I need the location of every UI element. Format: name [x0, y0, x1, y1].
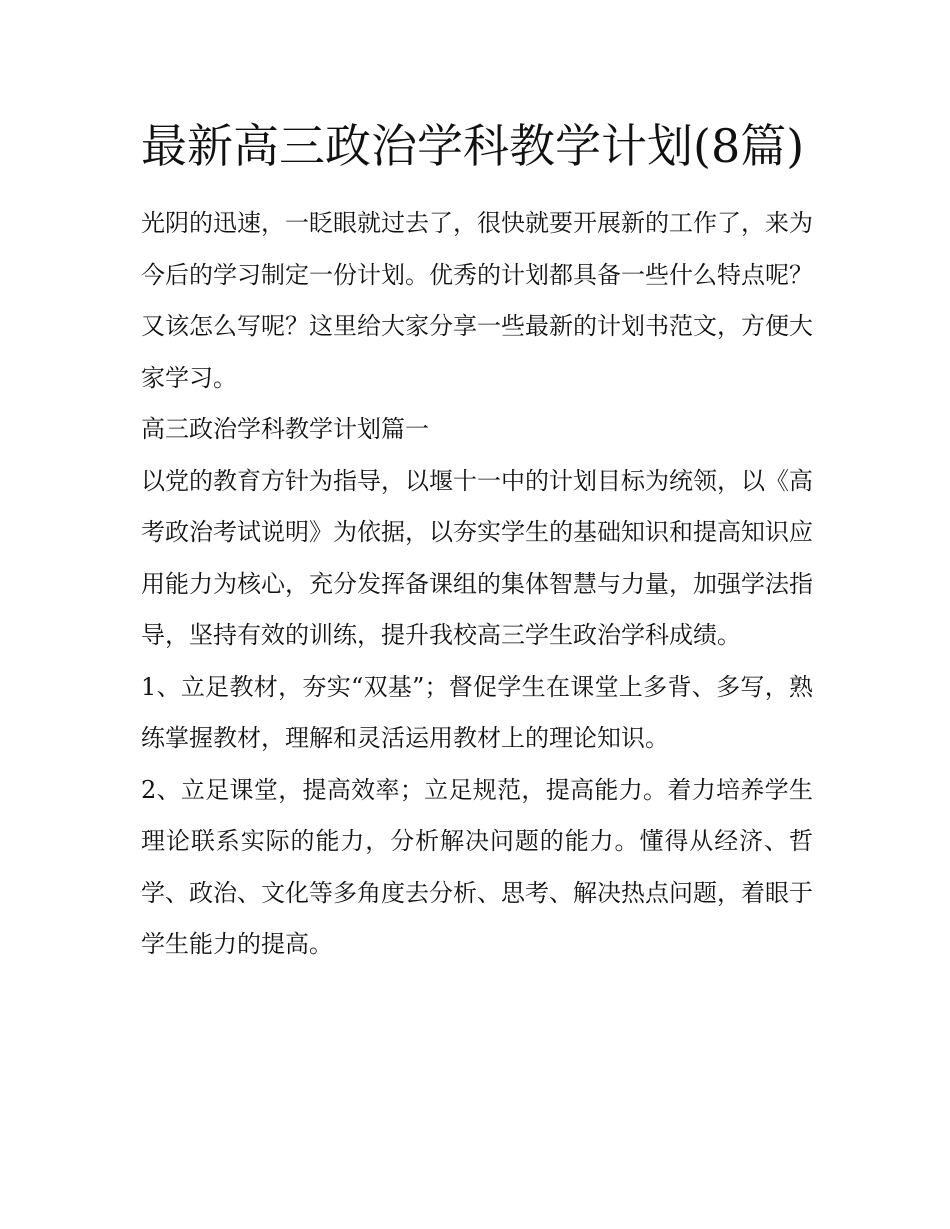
list-item-2: 2、立足课堂，提高效率；立足规范，提高能力。着力培养学生理论联系实际的能力，分析解决问题的能力。懂得从经济、哲学、政治、文化等多角度去分析、思考、解决热点问题，着眼于学生能力的提高。 — [141, 775, 813, 958]
list-item-1: 1、立足教材，夯实“双基”；督促学生在课堂上多背、多写，熟练掌握教材，理解和灵活运用教材上的理论知识。 — [141, 672, 813, 752]
document-page — [141, 110, 813, 971]
body-paragraph: 以党的教育方针为指导，以堰十一中的计划目标为统领，以《高考政治考试说明》为依据，以夯实学生的基础知识和提高知识应用能力为核心，充分发挥备课组的集体智慧与力量，加强学法指导，坚持有效的训练，提升我校高三学生政治学科成绩。 — [141, 466, 813, 649]
intro-paragraph: 光阴的迅速，一眨眼就过去了，很快就要开展新的工作了，来为今后的学习制定一份计划。优秀的计划都具备一些什么特点呢？又该怎么写呢？这里给大家分享一些最新的计划书范文，方便大家学习。 — [141, 209, 813, 392]
document-title: 最新高三政治学科教学计划(8篇) — [141, 119, 805, 173]
section-heading: 高三政治学科教学计划篇一 — [141, 415, 429, 443]
